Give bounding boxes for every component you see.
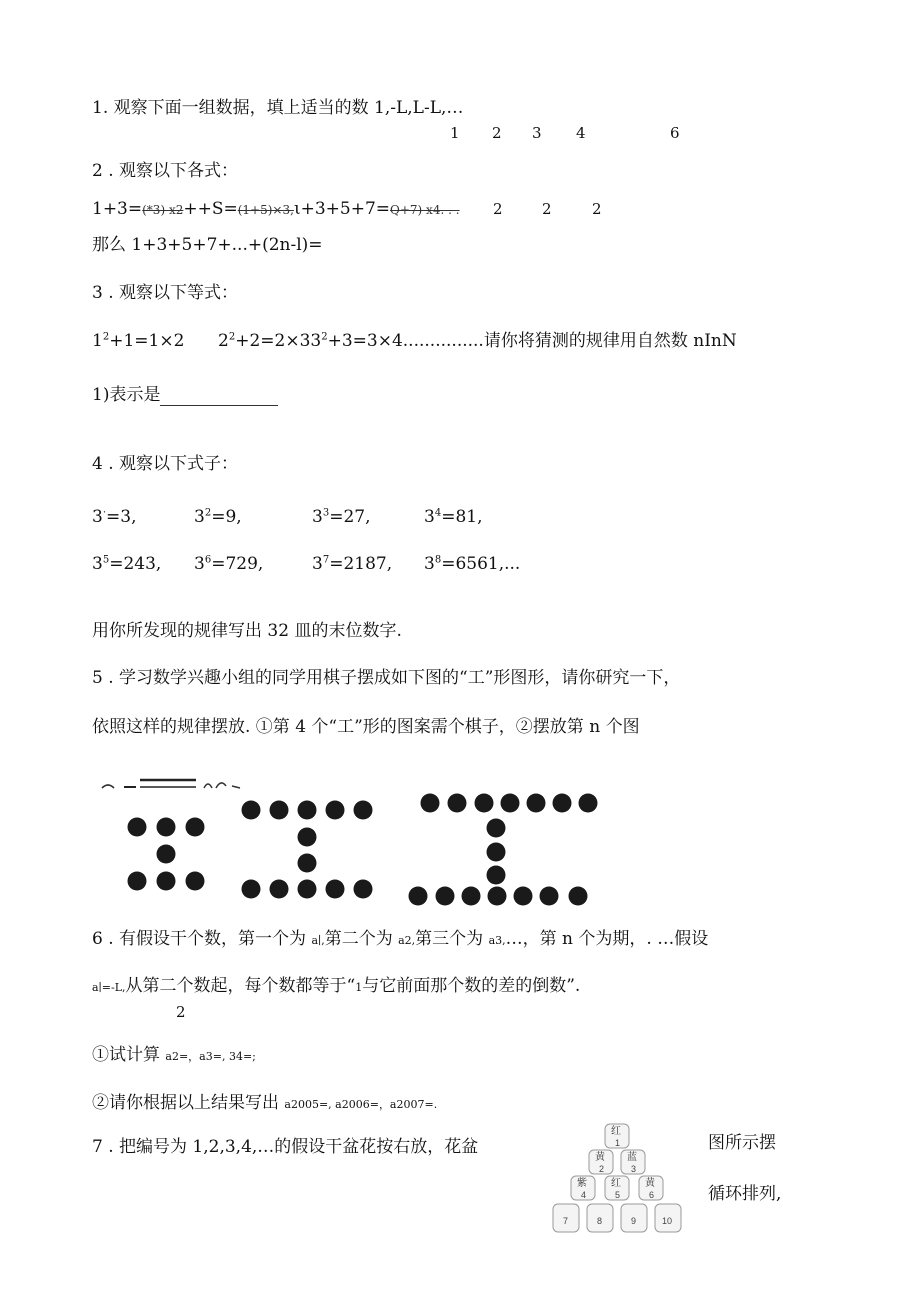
gong-dot [514, 887, 533, 906]
gong-dot [569, 887, 588, 906]
q4-ask: 用你所发现的规律写出 32 皿的末位数字. [92, 621, 402, 641]
q4-row1-item3: $3^3=27$, [312, 507, 371, 527]
pot-char: 黄 [595, 1152, 605, 1163]
q7-line-right-2: 循环排列, [708, 1184, 782, 1204]
gong-dot [540, 887, 559, 906]
q1-sub-4: 4 [576, 124, 586, 142]
q4-row2-item2: $3^6=729$, [194, 554, 264, 574]
q2-two-1: 2 [493, 200, 503, 218]
pot-number: 10 [662, 1216, 673, 1226]
gong-dot [475, 794, 494, 813]
flower-pot-pyramid [545, 1120, 693, 1250]
q4-row1-item4: $3^4=81$, [424, 507, 483, 527]
q5-line-1: 5 . 学习数学兴趣小组的同学用棋子摆成如下图的“工”形图形，请你研究一下， [92, 668, 681, 688]
pot-number: 8 [597, 1216, 603, 1226]
q4-row1-item1: 3·=3, [92, 507, 137, 527]
q4-row2-item3: $3^7=2187$, [312, 554, 393, 574]
gong-dot [354, 880, 373, 899]
gong-dot [354, 801, 373, 820]
pot-number: 5 [615, 1190, 621, 1200]
q6-compute-1: ①试计算 a2=，a3=, 34=; [92, 1045, 256, 1065]
q3-eq-1: $1^2+1=1\times 2$ [92, 331, 185, 351]
q2-formula-c: ++S= [183, 199, 238, 219]
gong-dot [409, 887, 428, 906]
q5-line-2: 依照这样的规律摆放. ①第 4 个“工”形的图案需个棋子，②摆放第 n 个图 [92, 717, 640, 737]
q4-row1-item2: $3^2=9$, [194, 507, 242, 527]
gong-dot [270, 801, 289, 820]
q2-formula [92, 198, 460, 221]
q6-line-1: 6 . 有假设干个数，第一个为 a∣,第二个为 a2,第三个为 a3,…，第 n 个为期，. …假设 [92, 929, 709, 949]
q2-ask: 那么 1+3+5+7+...+(2n-l)= [92, 235, 323, 255]
pot-char: 红 [611, 1178, 621, 1189]
gong-dot [326, 880, 345, 899]
gong-dot [157, 872, 176, 891]
q1-sub-3: 3 [532, 124, 542, 142]
gong-dot [488, 887, 507, 906]
cropped-text-fragment [100, 776, 270, 790]
q2-two-3: 2 [592, 200, 602, 218]
gong-dot [128, 818, 147, 837]
q7-line-left: 7 . 把编号为 1,2,3,4,…的假设干盆花按右放，花盆 [92, 1137, 479, 1157]
pot-char: 红 [611, 1126, 621, 1137]
pot-number: 7 [563, 1216, 569, 1226]
q3-answer-blank[interactable] [160, 390, 278, 406]
q3-ask: 1)表示是 [92, 384, 278, 406]
q1-sub-1: 1 [450, 124, 460, 142]
gong-dot [436, 887, 455, 906]
gong-dot [298, 801, 317, 820]
q6-line-2: a∣=-L,从第二个数起，每个数都等于“1与它前面那个数的差的倒数”. [92, 976, 581, 996]
q4-row2-item1: $3^5=243$, [92, 554, 162, 574]
gong-dot [298, 880, 317, 899]
q7-line-right-1: 图所示摆 [708, 1133, 776, 1153]
gong-dot [527, 794, 546, 813]
q4-row2-item4: $3^8=6561$,... [424, 554, 521, 574]
gong-dot [270, 880, 289, 899]
gong-figure-3 [409, 794, 598, 906]
gong-dot [579, 794, 598, 813]
gong-dot [242, 801, 261, 820]
gong-dot [186, 872, 205, 891]
gong-dot [298, 828, 317, 847]
gong-dot [501, 794, 520, 813]
pot-char: 蓝 [627, 1152, 637, 1163]
gong-dot [421, 794, 440, 813]
pot-number: 6 [649, 1190, 655, 1200]
gong-dot [157, 818, 176, 837]
pot-char: 紫 [577, 1178, 587, 1189]
q2-formula-b: (*3) x2 [142, 203, 184, 217]
gong-dot [462, 887, 481, 906]
gong-shape-figures [118, 790, 608, 915]
gong-dot [298, 854, 317, 873]
pot-number: 9 [631, 1216, 637, 1226]
q2-formula-d: (1+5)×3, [237, 203, 294, 217]
q3-heading: 3 . 观察以下等式： [92, 283, 239, 303]
q1-sub-2: 2 [492, 124, 502, 142]
gong-figure-2 [242, 801, 373, 899]
gong-dot [128, 872, 147, 891]
pot-number: 2 [599, 1164, 605, 1174]
q1-line: 1. 观察下面一组数据，填上适当的数 1,-L,L-L,… [92, 98, 464, 118]
pot-number: 3 [631, 1164, 637, 1174]
q2-formula-a: 1+3= [92, 199, 143, 219]
q2-two-2: 2 [542, 200, 552, 218]
q2-formula-e: ι+3+5+7= [293, 199, 391, 219]
gong-dot [326, 801, 345, 820]
q2-heading: 2 . 观察以下各式： [92, 161, 239, 181]
q1-sub-6: 6 [670, 124, 680, 142]
q6-sub-2: 2 [176, 1003, 186, 1021]
pot-number: 1 [615, 1138, 621, 1148]
gong-dot [242, 880, 261, 899]
gong-dot [487, 819, 506, 838]
q6-compute-2: ②请你根据以上结果写出 a2005=, a2006=，a2007=. [92, 1093, 438, 1113]
pot-number: 4 [581, 1190, 587, 1200]
gong-dot [553, 794, 572, 813]
gong-dot [157, 845, 176, 864]
q2-formula-f: Q+7) x4. . . [390, 203, 460, 217]
q3-eq-2: $2^2+2=2\times 33^2+3=3\times 4$...............请你将猜测的规律用自然数 nInN [218, 331, 737, 351]
pot-char: 黄 [645, 1178, 655, 1189]
gong-dot [186, 818, 205, 837]
gong-dot [448, 794, 467, 813]
q4-heading: 4 . 观察以下式子： [92, 454, 239, 474]
gong-figure-1 [128, 818, 205, 891]
gong-dot [487, 866, 506, 885]
gong-dot [487, 843, 506, 862]
